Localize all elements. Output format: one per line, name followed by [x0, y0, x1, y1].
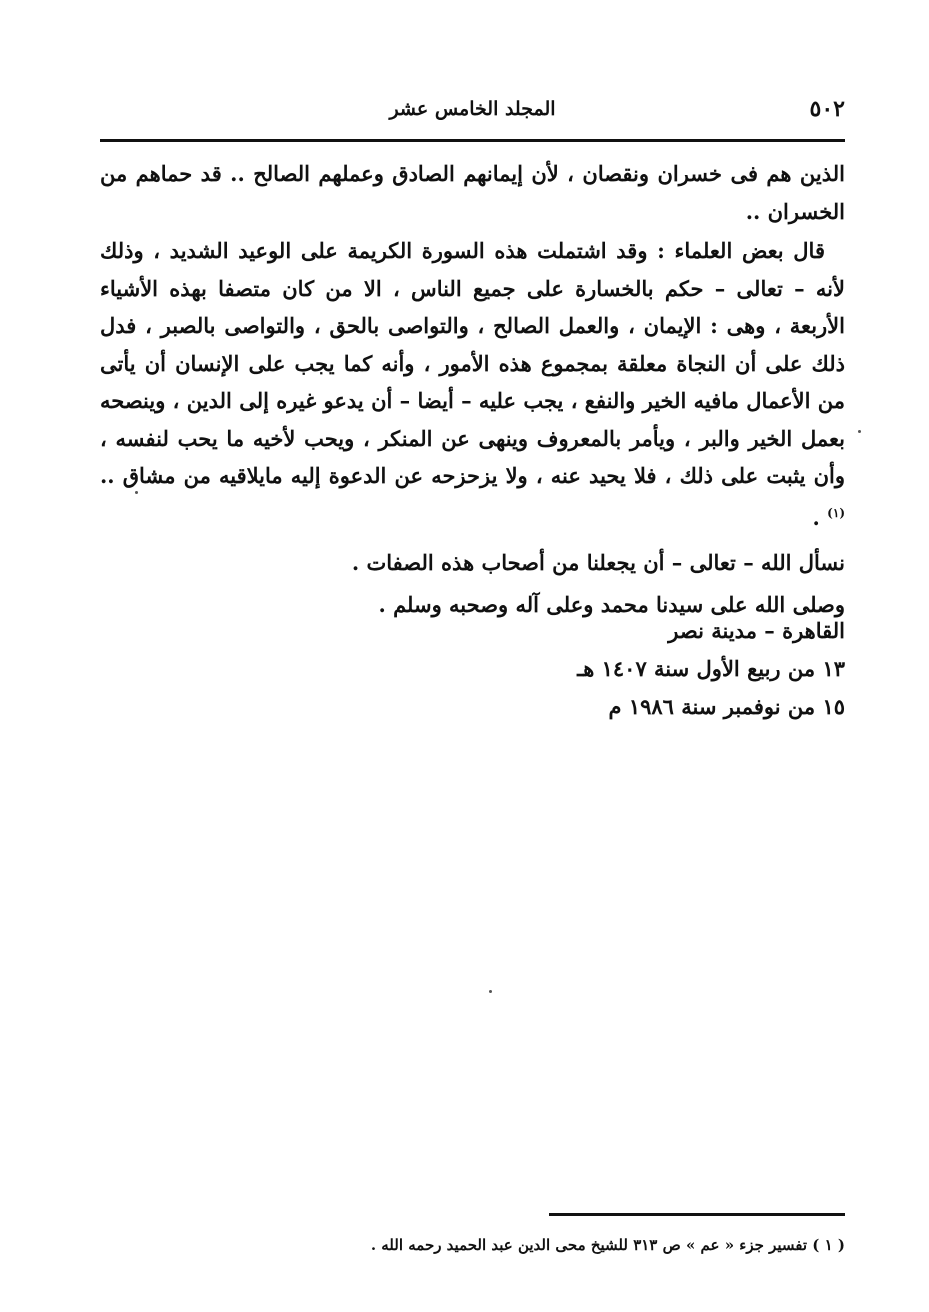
page-header [100, 96, 845, 132]
header-rule [100, 139, 845, 142]
scan-speck [135, 491, 138, 494]
footnote-rule [549, 1213, 845, 1216]
scan-speck [858, 430, 861, 433]
footnote-reference: (١) [827, 505, 845, 520]
footnote: ( ١ ) تفسير جزء « عم » ص ٣١٣ للشيخ محى الدين عبد الحميد رحمه الله . [370, 1236, 845, 1254]
running-title: المجلد الخامس عشر [389, 98, 556, 120]
paragraph-2-text: قال بعض العلماء : وقد اشتملت هذه السورة الكريمة على الوعيد الشديد ، وذلك لأنه – تعالى – حكم بالخسارة على جميع الناس ، الا من كان متصفا بهذه الأشياء الأربعة ، وهى : الإيمان ، والعمل الصالح ، والتواصى بالحق ، والتواصى بالصبر ، فدل ذلك على أن النجاة معلقة بمجموع هذه الأمور ، وأنه كما يجب على الإنسان أن يأتى من الأعمال مافيه الخير والنفع ، يجب عليه – أيضا – أن يدعو غيره إلى الدين ، وينصحه بعمل الخير والبر ، ويأمر بالمعروف وينهى عن المنكر ، ويحب لأخيه ما يحب لنفسه ، وأن يثبت على ذلك ، فلا يحيد عنه ، ولا يزحزحه عن الدعوة إليه مايلاقيه من مشاق .. [100, 238, 845, 488]
dateline-place: القاهرة – مدينة نصر [668, 618, 845, 643]
dateline-gregorian: ١٥ من نوفمبر سنة ١٩٨٦ م [608, 694, 845, 719]
paragraph-4: وصلى الله على سيدنا محمد وعلى آله وصحبه وسلم . [378, 592, 845, 617]
paragraph-2-end: . [812, 504, 828, 530]
dateline-hijri: ١٣ من ربيع الأول سنة ١٤٠٧ هـ [577, 656, 845, 681]
paragraph-3: نسأل الله – تعالى – أن يجعلنا من أصحاب هذه الصفات . [351, 550, 845, 575]
paragraph-1: الذين هم فى خسران ونقصان ، لأن إيمانهم الصادق وعملهم الصالح .. قد حماهم من الخسران .. [100, 161, 845, 224]
page-number: ٥٠٢ [809, 96, 845, 122]
paragraph-2 [100, 232, 845, 536]
scan-speck [489, 990, 492, 993]
body-text [100, 155, 845, 626]
dateline [445, 612, 845, 726]
